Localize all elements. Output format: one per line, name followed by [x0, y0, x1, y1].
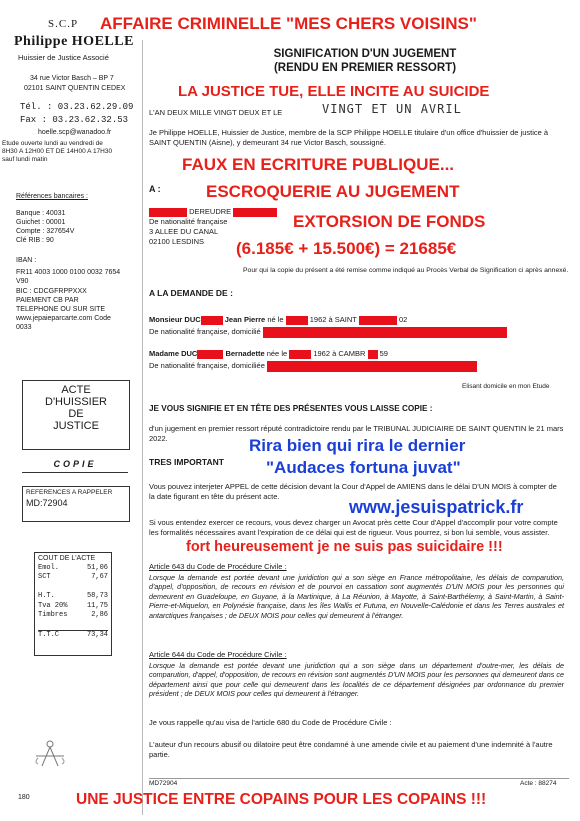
references-label: REFERENCES A RAPPELER [26, 489, 113, 496]
bank-pay-3: www.jepaieparcarte.com Code 0033 [16, 315, 111, 331]
recipient-address-1: 3 ALLEE DU CANAL [149, 227, 219, 236]
overlay-website: www.jesuispatrick.fr [349, 497, 524, 517]
cost-label: Timbres [38, 611, 68, 619]
redacted-block [149, 208, 187, 217]
cost-label: H.T. [38, 592, 55, 600]
cost-row [38, 621, 108, 631]
huissier-name: Philippe HOELLE [14, 34, 134, 49]
cost-rows [38, 564, 108, 641]
bank-guichet: Guichet : 00001 [16, 219, 66, 226]
redacted-block [263, 327, 507, 338]
cost-label: T.T.C [38, 631, 60, 639]
cost-row [38, 564, 108, 574]
huissier-logo-icon [30, 738, 70, 773]
document-subtitle: (RENDU EN PREMIER RESSORT) [273, 62, 457, 74]
party-1-nationality: De nationalité française, domicilié [149, 327, 261, 336]
cost-row [38, 630, 108, 641]
intro-text: Je Philippe HOELLE, Huissier de Justice, membre de la SCP Philippe HOELLE titulaire d'un office d'huissier de justice à SAINT QUENTIN (Aisne), y demeurant 34 rue Victor Basch, soussigné. [149, 128, 549, 147]
bank-cle: Clé RIB : 90 [16, 237, 54, 244]
copie-underline [22, 472, 128, 473]
bank-pay-2: TELEPHONE OU SUR SITE [16, 306, 106, 313]
overlay-title: AFFAIRE CRIMINELLE "MES CHERS VOISINS" [100, 14, 477, 33]
signifie-heading: JE VOUS SIGNIFIE ET EN TÊTE DES PRÉSENTES VOUS LAISSE COPIE : [149, 404, 433, 413]
redacted-block [289, 350, 311, 359]
acte-line-1: ACTE [61, 384, 91, 396]
redacted-block [368, 350, 378, 359]
cost-label: Emol. [38, 563, 60, 572]
demande-heading: A LA DEMANDE DE : [149, 288, 233, 298]
references-box [22, 486, 130, 522]
redacted-block [267, 361, 477, 372]
party-1 [149, 314, 569, 338]
recipient-label: A : [149, 184, 161, 194]
article-644-text: Lorsque la demande est portée devant une juridiction qui a son siège dans un département d'outre-mer, les délais de comparution, d'appel, d'opposition, de recours en révision sont augmentés D'UN MOIS pour les personnes qui demeurent dans ce département ainsi que pour celle qui demeurent dans les localités de ce département désignées par ordonnance du premier président ; de DEUX MOIS pour celles qui demeurent à l'étranger. [149, 661, 564, 699]
document-title: SIGNIFICATION D'UN JUGEMENT [273, 48, 457, 60]
party-2-birthplace: 1962 à CAMBR [313, 349, 366, 358]
article-680-text: L'auteur d'un recours abusif ou dilatoire peut être condamné à une amende civile et au paiement d'une indemnité à l'autre partie. [149, 740, 553, 759]
cost-value: 11,75 [86, 601, 108, 610]
cost-row [38, 592, 108, 602]
bank-compte: Compte : 327654V [16, 228, 75, 235]
bank-bic: BIC : CDCGFRPPXXX [16, 288, 87, 295]
cost-value: 58,73 [86, 592, 108, 600]
cost-label: Tva 20% [38, 601, 68, 610]
bank-iban: FR11 4003 1000 0100 0032 7654 V90 [16, 269, 121, 285]
jugement-text: d'un jugement en premier ressort réputé contradictoire rendu par le TRIBUNAL JUDICIAIRE DE SAINT QUENTIN le 21 mars 2022. [149, 424, 564, 443]
overlay-justice-tue: LA JUSTICE TUE, ELLE INCITE AU SUICIDE [178, 83, 490, 100]
party-1-born: né le [267, 315, 284, 324]
cost-value: 2,86 [91, 611, 108, 619]
cost-label: SCT [38, 573, 51, 581]
party-2-firstname: Bernadette [225, 349, 265, 358]
overlay-amount: (6.185€ + 15.500€) = 21685€ [236, 239, 457, 258]
acte-line-2: D'HUISSIER [45, 396, 107, 408]
document-vertical-rule [142, 40, 143, 815]
page-number: 180 [18, 794, 30, 801]
overlay-bottom: UNE JUSTICE ENTRE COPAINS POUR LES COPAINS !!! [76, 791, 487, 808]
party-2-nationality: De nationalité française, domiciliée [149, 361, 265, 370]
acte-box [22, 380, 130, 450]
article-680-heading: Je vous rappelle qu'au visa de l'article 680 du Code de Procédure Civile : [149, 718, 392, 727]
overlay-extorsion: EXTORSION DE FONDS [293, 212, 486, 231]
overlay-faux-ecriture: FAUX EN ECRITURE PUBLIQUE... [182, 155, 455, 174]
recipient-address-2: 02100 LESDINS [149, 237, 205, 246]
huissier-role: Huissier de Justice Associé [18, 53, 109, 62]
bank-banque: Banque : 40031 [16, 210, 66, 217]
bank-pay-1: PAIEMENT CB PAR [16, 297, 79, 304]
party-2 [149, 348, 569, 372]
phone-number: Tél. : 03.23.62.29.09 [20, 102, 134, 112]
opening-hours: Etude ouverte lundi au vendredi de 8H30 A 12H00 ET DE 14H00 A 17H30 sauf lundi matin [2, 140, 113, 163]
email-address: hoelle.scp@wanadoo.fr [38, 129, 112, 136]
overlay-escroquerie: ESCROQUERIE AU JUGEMENT [206, 182, 460, 201]
redacted-block [233, 208, 277, 217]
party-2-dept: 59 [379, 349, 388, 358]
redacted-block [286, 316, 308, 325]
references-value: MD:72904 [26, 498, 68, 508]
copie-label: COPIE [53, 459, 97, 469]
bank-iban-label: IBAN : [16, 257, 37, 264]
address-line-1: 34 rue Victor Basch – BP 7 [30, 75, 114, 82]
bank-title: Références bancaires : [16, 193, 88, 200]
cost-row [38, 611, 108, 621]
party-1-firstname: Jean Pierre [224, 315, 266, 324]
acte-line-3: DE [68, 408, 84, 420]
party-2-born: née le [266, 349, 288, 358]
article-643-text: Lorsque la demande est portée devant une juridiction qui a son siège en France métropolitaine, les délais de comparution, d'appel, d'opposition, de recours en révision et de pourvoi en cassation sont augmentés D'UN MOIS pour les personnes qui demeurent en Guadeloupe, en Guyane, à la Martinique, à La Réunion, à Mayotte, à Saint-Barthélemy, à Saint-Martin, à Saint-Pierre-et-Miquelon, en Polynésie française, dans les îles Wallis et Futuna, en Nouvelle-Calédonie et dans les Terres australes et antarctiques françaises ; de DEUX MOIS pour celles qui demeurent à l'étranger. [149, 573, 564, 620]
article-643-heading: Article 643 du Code de Procédure Civile : [149, 562, 287, 571]
recours-text: Si vous entendez exercer ce recours, vous devez charger un Avocat près cette Cour d'Appel d'accomplir pour votre compte les formalités nécessaires avant l'expiration de ce délai qui est de rigueur. Vous pourrez, si bon lui semble, vous assister. [149, 518, 558, 537]
footer-rule [149, 778, 569, 779]
appel-text: Vous pouvez interjeter APPEL de cette décision devant la Cour d'Appel de AMIENS dans le délai D'UN MOIS à compter de la date figurant en tête du présent acte. [149, 482, 557, 501]
cost-row [38, 583, 108, 593]
recipient-name: DEREUDRE [189, 207, 232, 216]
cost-value: 51,06 [86, 563, 108, 572]
cost-title: COUT DE L'ACTE [38, 555, 96, 562]
date-handwritten: VINGT ET UN AVRIL [322, 102, 462, 116]
recipient-nationality: De nationalité française [149, 217, 228, 226]
fax-number: Fax : 03.23.62.32.53 [20, 115, 129, 125]
cost-value: 73,34 [86, 631, 108, 639]
overlay-audaces: "Audaces fortuna juvat" [266, 458, 461, 477]
overlay-suicidaire: fort heureusement je ne suis pas suicidaire !!! [186, 539, 503, 555]
footer-acte: Acte : 88274 [520, 780, 557, 787]
redacted-block [201, 316, 223, 325]
date-prefix: L'AN DEUX MILLE VINGT DEUX ET LE [149, 108, 283, 117]
copy-note: Pour qui la copie du présent a été remise comme indiqué au Procès Verbal de Signification ci après annexé. [243, 267, 569, 274]
redacted-block [359, 316, 397, 325]
redacted-block [197, 350, 223, 359]
cost-row [38, 573, 108, 583]
cost-row [38, 602, 108, 612]
party-2-name: Madame DUC [149, 349, 198, 358]
article-644-heading: Article 644 du Code de Procédure Civile : [149, 650, 287, 659]
cost-value: 7,67 [91, 573, 108, 581]
important-heading: TRES IMPORTANT [149, 457, 224, 467]
party-1-birthplace: 1962 à SAINT [309, 315, 357, 324]
scp-label: S.C.P [48, 18, 79, 30]
party-1-dept: 02 [398, 315, 408, 324]
address-line-2: 02101 SAINT QUENTIN CEDEX [24, 85, 126, 92]
party-1-name: Monsieur DUC [149, 315, 201, 324]
overlay-rira: Rira bien qui rira le dernier [249, 436, 466, 455]
footer-reference: MD72904 [149, 780, 178, 787]
acte-line-4: JUSTICE [53, 420, 99, 432]
cost-box [34, 552, 112, 656]
elisant-domicile: Elisant domicile en mon Etude [462, 383, 550, 390]
